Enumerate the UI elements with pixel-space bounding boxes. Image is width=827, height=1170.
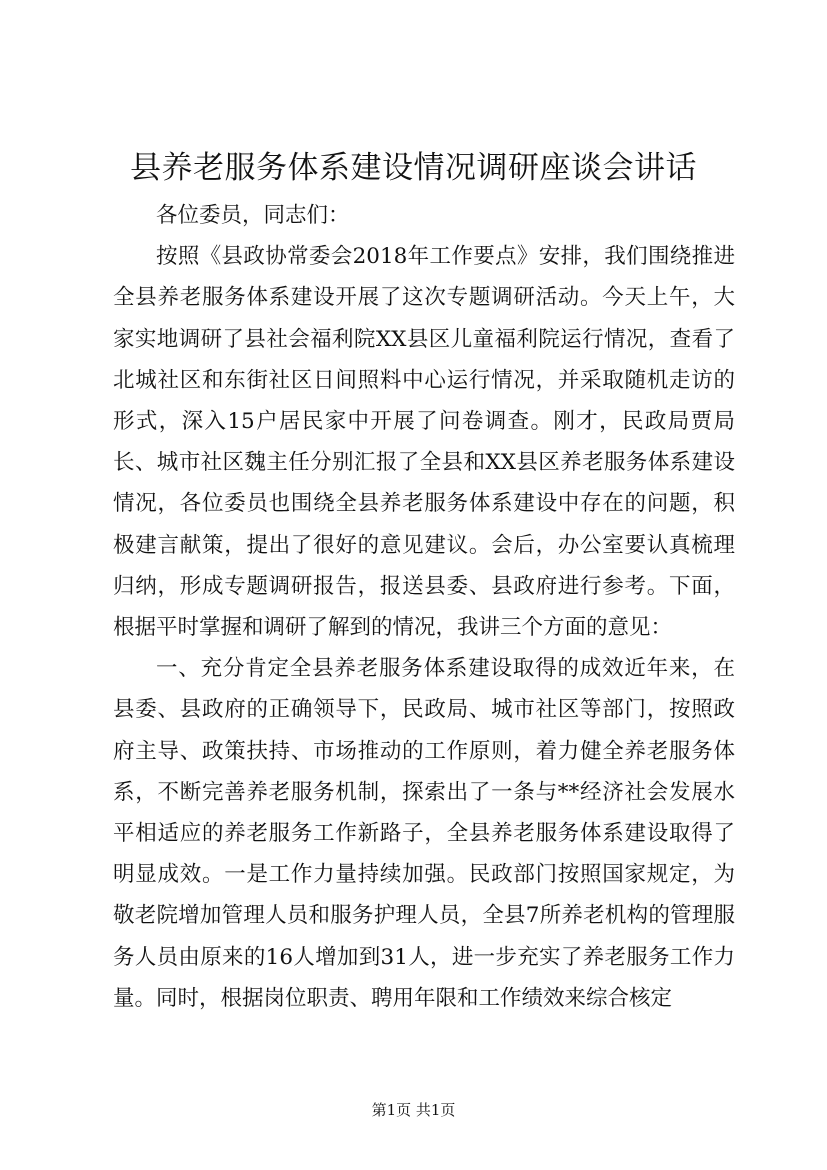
salutation: 各位委员，同志们： [156, 203, 350, 228]
document-title: 县养老服务体系建设情况调研座谈会讲话 [130, 150, 697, 186]
paragraph-section-one: 一、充分肯定全县养老服务体系建设取得的成效近年来，在县委、县政府的正确领导下，民政局、城市社区等部门，按照政府主导、政策扶持、市场推动的工作原则，着力健全养老服务体系，不断完善养老服务机制，探索出了一条与**经济社会发展水平相适应的养老服务工作新路子，全县养老服务体系建设取得了明显成效。一是工作力量持续加强。民政部门按照国家规定，为敬老院增加管理人员和服务护理人员，全县7所养老机构的管理服务人员由原来的16人增加到31人，进一步充实了养老服务工作力量。同时，根据岗位职责、聘用年限和工作绩效来综合核定 [113, 656, 735, 1011]
page-footer: 第1页 共1页 [371, 1101, 456, 1119]
paragraph-intro: 按照《县政协常委会2018年工作要点》安排，我们围绕推进全县养老服务体系建设开展了这次专题调研活动。今天上午，大家实地调研了县社会福利院XX县区儿童福利院运行情况，查看了北城社区和东街社区日间照料中心运行情况，并采取随机走访的形式，深入15户居民家中开展了问卷调查。刚才，民政局贾局长、城市社区魏主任分别汇报了全县和XX县区养老服务体系建设情况，各位委员也围绕全县养老服务体系建设中存在的问题，积极建言献策，提出了很好的意见建议。会后，办公室要认真梳理归纳，形成专题调研报告，报送县委、县政府进行参考。下面，根据平时掌握和调研了解到的情况，我讲三个方面的意见： [113, 244, 735, 641]
document-body [113, 195, 735, 1019]
